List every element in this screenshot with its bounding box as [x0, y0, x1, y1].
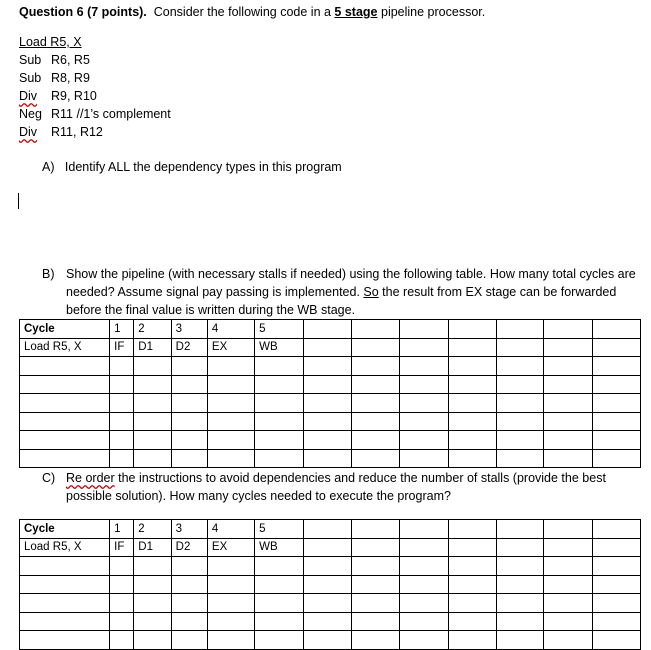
- table-cell[interactable]: [303, 538, 351, 557]
- instruction-cell: Load R5, X: [20, 338, 110, 357]
- table-cell: 3: [171, 520, 207, 539]
- table-cell[interactable]: [544, 520, 592, 539]
- code-args: R5, X: [46, 35, 82, 49]
- table-cell: 3: [171, 320, 207, 339]
- table-cell[interactable]: [496, 375, 543, 394]
- table-cell[interactable]: [351, 520, 399, 539]
- question-intro-link: 5 stage: [334, 5, 378, 19]
- table-cell[interactable]: [544, 320, 592, 339]
- table-cell[interactable]: [544, 631, 592, 650]
- table-header-row: [20, 320, 641, 339]
- table-cell[interactable]: [448, 612, 496, 631]
- table-cell[interactable]: [351, 631, 399, 650]
- table-cell[interactable]: [592, 612, 640, 631]
- table-cell[interactable]: [303, 575, 351, 594]
- table-cell[interactable]: [400, 375, 448, 394]
- table-cell: 5: [255, 520, 303, 539]
- table-cell[interactable]: [448, 375, 496, 394]
- table-cell[interactable]: [207, 612, 254, 631]
- table-cell[interactable]: [448, 320, 496, 339]
- part-c-label: C): [42, 471, 56, 485]
- table-cell[interactable]: [171, 412, 207, 431]
- table-cell[interactable]: [496, 431, 543, 450]
- part-b-label: B): [42, 267, 55, 281]
- table-cell[interactable]: [351, 338, 399, 357]
- table-cell[interactable]: [20, 594, 110, 613]
- table-cell[interactable]: [592, 594, 640, 613]
- table-row: [20, 575, 641, 594]
- table-cell[interactable]: [110, 631, 134, 650]
- table-cell[interactable]: [544, 394, 592, 413]
- part-c-text: [66, 469, 636, 505]
- table-cell[interactable]: [592, 320, 640, 339]
- table-cell[interactable]: [207, 575, 254, 594]
- table-cell[interactable]: [351, 557, 399, 576]
- table-cell[interactable]: [400, 338, 448, 357]
- table-cell[interactable]: [496, 557, 543, 576]
- table-cell[interactable]: [448, 594, 496, 613]
- stage-cell: EX: [207, 338, 254, 357]
- cycle-header: Cycle: [20, 320, 110, 339]
- table-cell: 4: [207, 520, 254, 539]
- table-cell[interactable]: [400, 357, 448, 376]
- part-c-reorder: Re order: [66, 471, 115, 485]
- part-b-text-1: Show the pipeline (with necessary stalls if needed) using the following table. How many total cycles are needed? Assume signal pay passing is implemented.: [66, 267, 636, 299]
- table-cell[interactable]: [351, 449, 399, 468]
- code-op: Div: [19, 89, 38, 103]
- table-cell[interactable]: [207, 449, 254, 468]
- table-cell[interactable]: [303, 394, 351, 413]
- part-a-label: A): [42, 160, 55, 174]
- table-cell[interactable]: [496, 594, 543, 613]
- table-cell[interactable]: [544, 412, 592, 431]
- table-cell[interactable]: [544, 612, 592, 631]
- table-cell[interactable]: [110, 557, 134, 576]
- table-row: [20, 557, 641, 576]
- table-cell[interactable]: [110, 412, 134, 431]
- table-cell[interactable]: [303, 357, 351, 376]
- table-cell[interactable]: [255, 449, 303, 468]
- table-row: [20, 412, 641, 431]
- table-cell[interactable]: [110, 575, 134, 594]
- table-cell[interactable]: [134, 357, 171, 376]
- code-op: Sub: [19, 53, 42, 67]
- table-cell[interactable]: [496, 394, 543, 413]
- stage-cell: D1: [134, 538, 171, 557]
- question-intro-post: pipeline processor.: [377, 5, 486, 19]
- table-cell[interactable]: [448, 394, 496, 413]
- table-cell[interactable]: [544, 375, 592, 394]
- table-cell[interactable]: [207, 357, 254, 376]
- table-cell: 4: [207, 320, 254, 339]
- stage-cell: D1: [134, 338, 171, 357]
- code-args: R11 //1’s complement: [51, 107, 171, 121]
- table-cell[interactable]: [351, 357, 399, 376]
- table-cell[interactable]: [592, 375, 640, 394]
- code-line-4: [19, 89, 97, 103]
- table-cell[interactable]: [20, 449, 110, 468]
- table-cell[interactable]: [207, 557, 254, 576]
- code-op: Load: [19, 35, 47, 49]
- table-cell[interactable]: [351, 431, 399, 450]
- table-header-row: [20, 520, 641, 539]
- table-cell[interactable]: [592, 357, 640, 376]
- table-cell[interactable]: [110, 357, 134, 376]
- table-cell[interactable]: [255, 431, 303, 450]
- table-cell[interactable]: [400, 538, 448, 557]
- table-cell[interactable]: [110, 431, 134, 450]
- table-cell[interactable]: [496, 320, 543, 339]
- table-cell[interactable]: [20, 394, 110, 413]
- table-cell[interactable]: [448, 520, 496, 539]
- code-args: R9, R10: [51, 89, 97, 103]
- code-args: R11, R12: [51, 125, 103, 139]
- table-cell[interactable]: [496, 520, 543, 539]
- table-cell[interactable]: [448, 538, 496, 557]
- table-cell[interactable]: [171, 631, 207, 650]
- table-cell[interactable]: [400, 557, 448, 576]
- table-cell[interactable]: [110, 375, 134, 394]
- code-line-6: [19, 125, 103, 139]
- table-cell[interactable]: [255, 375, 303, 394]
- table-cell[interactable]: [496, 575, 543, 594]
- table-row: [20, 394, 641, 413]
- question-title: [19, 5, 485, 19]
- table-cell[interactable]: [496, 338, 543, 357]
- code-op: Neg: [19, 107, 42, 121]
- table-cell[interactable]: [134, 575, 171, 594]
- table-cell[interactable]: [255, 575, 303, 594]
- table-cell[interactable]: [134, 431, 171, 450]
- table-cell[interactable]: [171, 375, 207, 394]
- table-cell[interactable]: [207, 631, 254, 650]
- code-op: Div: [19, 125, 38, 139]
- table-cell[interactable]: [171, 612, 207, 631]
- table-cell[interactable]: [171, 557, 207, 576]
- table-cell: 1: [110, 520, 134, 539]
- table-cell[interactable]: [448, 557, 496, 576]
- code-op: Sub: [19, 71, 42, 85]
- code-line-3: [19, 71, 90, 85]
- part-a: [42, 160, 342, 174]
- table-cell[interactable]: [171, 575, 207, 594]
- table-cell[interactable]: [400, 449, 448, 468]
- table-cell[interactable]: [496, 612, 543, 631]
- table-cell[interactable]: [20, 612, 110, 631]
- table-cell[interactable]: [207, 375, 254, 394]
- table-cell[interactable]: [303, 449, 351, 468]
- stage-cell: IF: [110, 338, 134, 357]
- table-cell[interactable]: [255, 612, 303, 631]
- table-row: [20, 612, 641, 631]
- table-cell[interactable]: [400, 575, 448, 594]
- code-args: R8, R9: [51, 71, 90, 85]
- part-a-text: Identify ALL the dependency types in this program: [64, 160, 342, 174]
- table-cell[interactable]: [207, 394, 254, 413]
- table-cell[interactable]: [400, 431, 448, 450]
- table-cell[interactable]: [544, 357, 592, 376]
- table-cell[interactable]: [544, 338, 592, 357]
- table-cell[interactable]: [544, 575, 592, 594]
- table-cell[interactable]: [448, 449, 496, 468]
- table-cell[interactable]: [134, 631, 171, 650]
- table-cell[interactable]: [20, 575, 110, 594]
- table-cell[interactable]: [110, 594, 134, 613]
- table-cell[interactable]: [303, 520, 351, 539]
- table-cell[interactable]: [134, 412, 171, 431]
- table-cell[interactable]: [303, 338, 351, 357]
- table-cell[interactable]: [400, 320, 448, 339]
- table-cell[interactable]: [592, 449, 640, 468]
- stage-cell: EX: [207, 538, 254, 557]
- table-cell[interactable]: [303, 320, 351, 339]
- stage-cell: D2: [171, 338, 207, 357]
- table-cell[interactable]: [171, 394, 207, 413]
- table-cell: 1: [110, 320, 134, 339]
- table-cell[interactable]: [496, 449, 543, 468]
- stage-cell: D2: [171, 538, 207, 557]
- table-cell[interactable]: [20, 357, 110, 376]
- table-cell[interactable]: [351, 612, 399, 631]
- table-row: [20, 449, 641, 468]
- table-cell[interactable]: [255, 557, 303, 576]
- question-heading: Question 6 (7 points).: [19, 5, 147, 19]
- table-cell[interactable]: [255, 594, 303, 613]
- table-cell[interactable]: [400, 631, 448, 650]
- table-cell[interactable]: [448, 575, 496, 594]
- table-cell[interactable]: [592, 520, 640, 539]
- table-cell[interactable]: [20, 412, 110, 431]
- table-cell: 2: [134, 320, 171, 339]
- code-line-5: [19, 107, 171, 121]
- table-cell[interactable]: [592, 394, 640, 413]
- table-cell[interactable]: [110, 612, 134, 631]
- table-cell[interactable]: [110, 449, 134, 468]
- code-args: R6, R5: [51, 53, 90, 67]
- table-cell[interactable]: [20, 375, 110, 394]
- stage-cell: WB: [255, 538, 303, 557]
- table-cell[interactable]: [303, 612, 351, 631]
- table-cell: 2: [134, 520, 171, 539]
- table-row: [20, 594, 641, 613]
- table-cell[interactable]: [171, 357, 207, 376]
- table-cell[interactable]: [448, 357, 496, 376]
- table-cell[interactable]: [303, 594, 351, 613]
- table-cell[interactable]: [400, 594, 448, 613]
- table-cell[interactable]: [448, 631, 496, 650]
- table-cell[interactable]: [544, 557, 592, 576]
- table-cell[interactable]: [303, 557, 351, 576]
- table-cell[interactable]: [544, 449, 592, 468]
- pipeline-table-b: [19, 319, 641, 468]
- table-cell[interactable]: [496, 538, 543, 557]
- table-cell[interactable]: [592, 557, 640, 576]
- table-cell[interactable]: [592, 431, 640, 450]
- table-row: [20, 538, 641, 557]
- table-cell[interactable]: [351, 320, 399, 339]
- table-cell[interactable]: [207, 412, 254, 431]
- table-row: [20, 357, 641, 376]
- table-cell[interactable]: [303, 412, 351, 431]
- stage-cell: WB: [255, 338, 303, 357]
- table-cell[interactable]: [303, 631, 351, 650]
- table-row: [20, 431, 641, 450]
- instruction-cell: Load R5, X: [20, 538, 110, 557]
- table-cell[interactable]: [171, 449, 207, 468]
- table-cell[interactable]: [20, 631, 110, 650]
- table-cell[interactable]: [544, 431, 592, 450]
- table-cell: 5: [255, 320, 303, 339]
- table-cell[interactable]: [20, 431, 110, 450]
- table-cell[interactable]: [171, 431, 207, 450]
- table-cell[interactable]: [496, 357, 543, 376]
- table-cell[interactable]: [255, 631, 303, 650]
- code-line-2: [19, 53, 90, 67]
- table-cell[interactable]: [134, 449, 171, 468]
- table-cell[interactable]: [544, 538, 592, 557]
- table-cell[interactable]: [207, 594, 254, 613]
- table-cell[interactable]: [134, 375, 171, 394]
- table-cell[interactable]: [448, 431, 496, 450]
- table-cell[interactable]: [448, 412, 496, 431]
- text-cursor[interactable]: [18, 193, 19, 209]
- part-b-text-so: So: [363, 285, 379, 299]
- table-cell[interactable]: [400, 612, 448, 631]
- table-cell[interactable]: [592, 538, 640, 557]
- table-cell[interactable]: [400, 412, 448, 431]
- table-cell[interactable]: [544, 594, 592, 613]
- table-cell[interactable]: [134, 594, 171, 613]
- table-cell[interactable]: [20, 557, 110, 576]
- table-cell[interactable]: [255, 394, 303, 413]
- table-cell[interactable]: [592, 412, 640, 431]
- cycle-header: Cycle: [20, 520, 110, 539]
- table-row: [20, 631, 641, 650]
- question-intro-pre: Consider the following code in a: [153, 5, 335, 19]
- table-cell[interactable]: [448, 338, 496, 357]
- table-cell[interactable]: [134, 394, 171, 413]
- table-cell[interactable]: [592, 631, 640, 650]
- table-row: [20, 338, 641, 357]
- table-cell[interactable]: [400, 520, 448, 539]
- table-cell[interactable]: [255, 357, 303, 376]
- table-cell[interactable]: [171, 594, 207, 613]
- table-cell[interactable]: [351, 375, 399, 394]
- part-b-text: [66, 265, 636, 319]
- table-cell[interactable]: [351, 394, 399, 413]
- table-cell[interactable]: [592, 575, 640, 594]
- table-cell[interactable]: [351, 538, 399, 557]
- table-cell[interactable]: [134, 557, 171, 576]
- part-c-text-body: the instructions to avoid dependencies and reduce the number of stalls (provide the best possible solution). How many cycles needed to execute the program?: [66, 471, 606, 503]
- pipeline-table-c: [19, 519, 641, 650]
- table-cell[interactable]: [255, 412, 303, 431]
- table-cell[interactable]: [134, 612, 171, 631]
- table-cell[interactable]: [207, 431, 254, 450]
- code-line-1: [19, 35, 82, 49]
- table-cell[interactable]: [496, 412, 543, 431]
- table-cell[interactable]: [351, 594, 399, 613]
- table-cell[interactable]: [592, 338, 640, 357]
- table-row: [20, 375, 641, 394]
- table-cell[interactable]: [110, 394, 134, 413]
- table-cell[interactable]: [351, 575, 399, 594]
- table-cell[interactable]: [400, 394, 448, 413]
- table-cell[interactable]: [303, 431, 351, 450]
- table-cell[interactable]: [351, 412, 399, 431]
- part-b-text-2: the result from EX stage can be forwarded before the final value is written during the WB stage.: [66, 285, 617, 317]
- table-cell[interactable]: [303, 375, 351, 394]
- stage-cell: IF: [110, 538, 134, 557]
- table-cell[interactable]: [496, 631, 543, 650]
